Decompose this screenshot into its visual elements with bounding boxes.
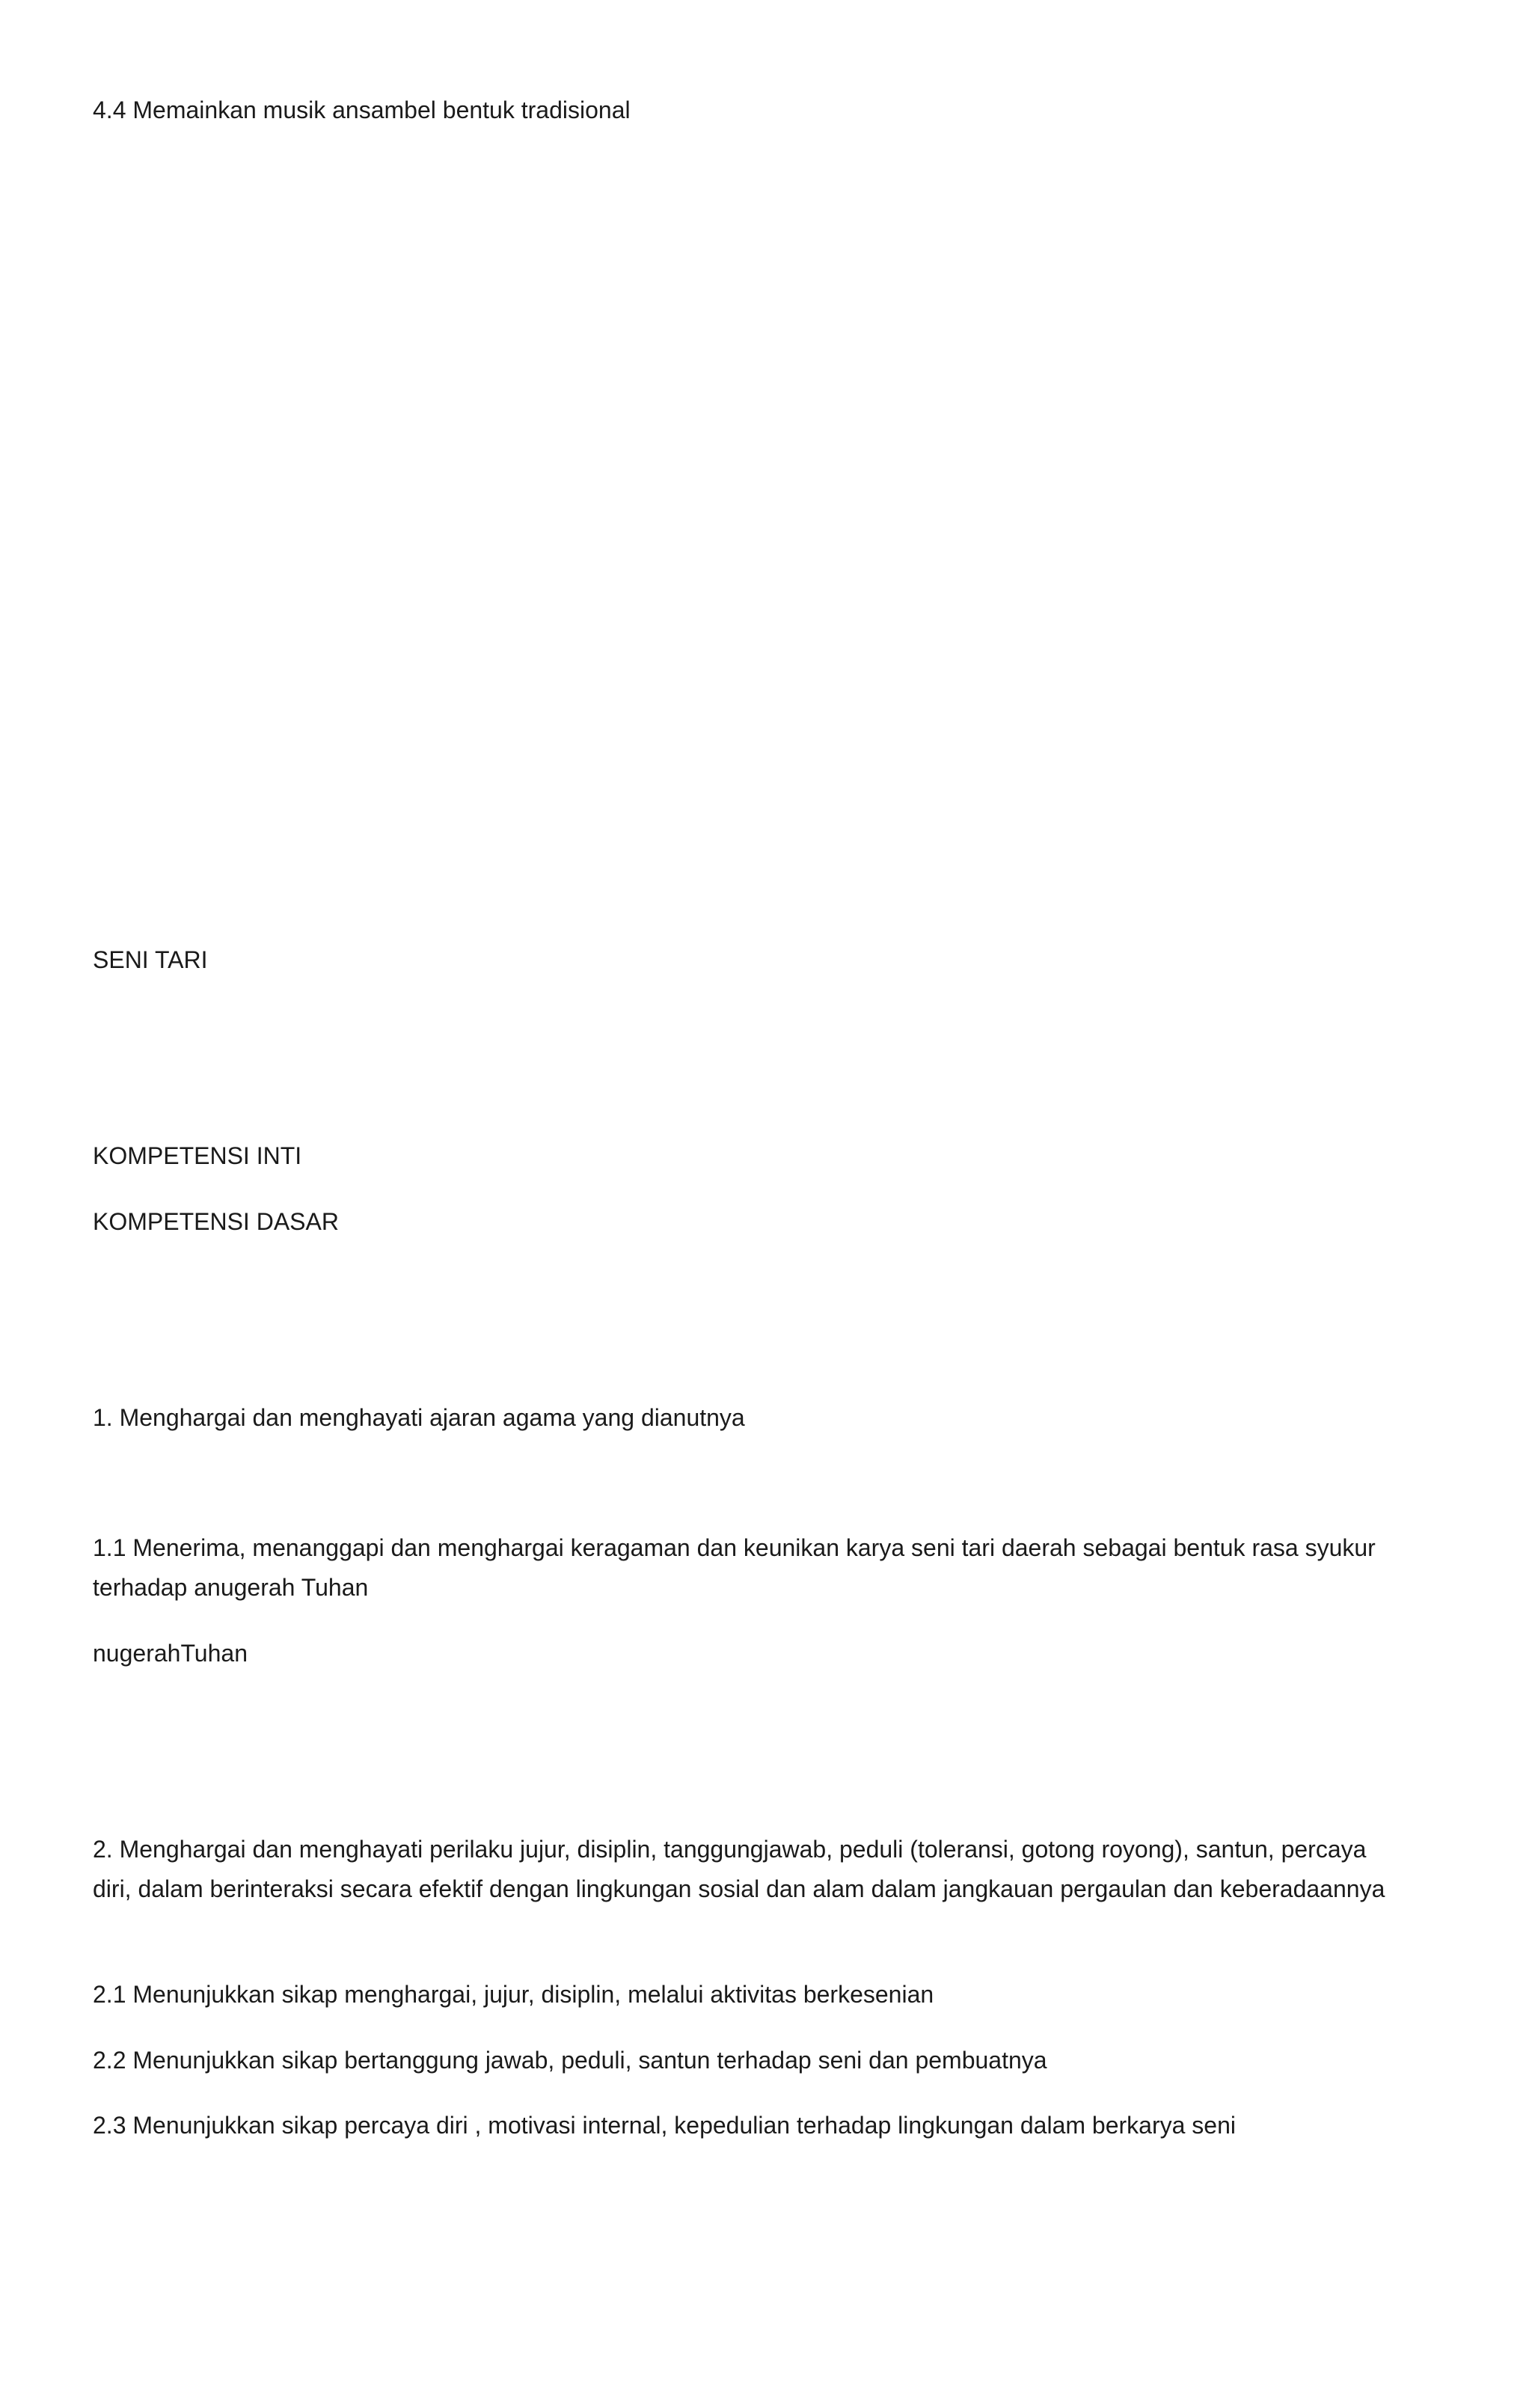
section-heading-seni-tari: SENI TARI [93, 946, 208, 973]
basic-competency-2-2: 2.2 Menunjukkan sikap bertanggung jawab, peduli, santun terhadap seni dan pembuatnya [93, 2047, 1047, 2074]
heading-kompetensi-dasar: KOMPETENSI DASAR [93, 1208, 339, 1235]
basic-competency-2-3: 2.3 Menunjukkan sikap percaya diri , motivasi internal, kepedulian terhadap lingkungan dalam berkarya seni [93, 2112, 1236, 2139]
basic-competency-1-1: 1.1 Menerima, menanggapi dan menghargai keragaman dan keunikan karya seni tari daerah sebagai bentuk rasa syukur terhadap anugerah Tuhan [93, 1534, 1376, 1601]
heading-kompetensi-inti: KOMPETENSI INTI [93, 1142, 302, 1169]
basic-competency-2-1: 2.1 Menunjukkan sikap menghargai, jujur, disiplin, melalui aktivitas berkesenian [93, 1981, 934, 2008]
text-fragment: nugerahTuhan [93, 1640, 248, 1667]
competency-4-4: 4.4 Memainkan musik ansambel bentuk tradisional [93, 96, 631, 123]
core-competency-2: 2. Menghargai dan menghayati perilaku jujur, disiplin, tanggungjawab, peduli (toleransi, gotong royong), santun, percaya diri, dalam berinteraksi secara efektif dengan lingkungan sosial dan alam dalam jangkauan pergaulan dan keberadaannya [93, 1836, 1385, 1902]
core-competency-1: 1. Menghargai dan menghayati ajaran agama yang dianutnya [93, 1404, 745, 1431]
